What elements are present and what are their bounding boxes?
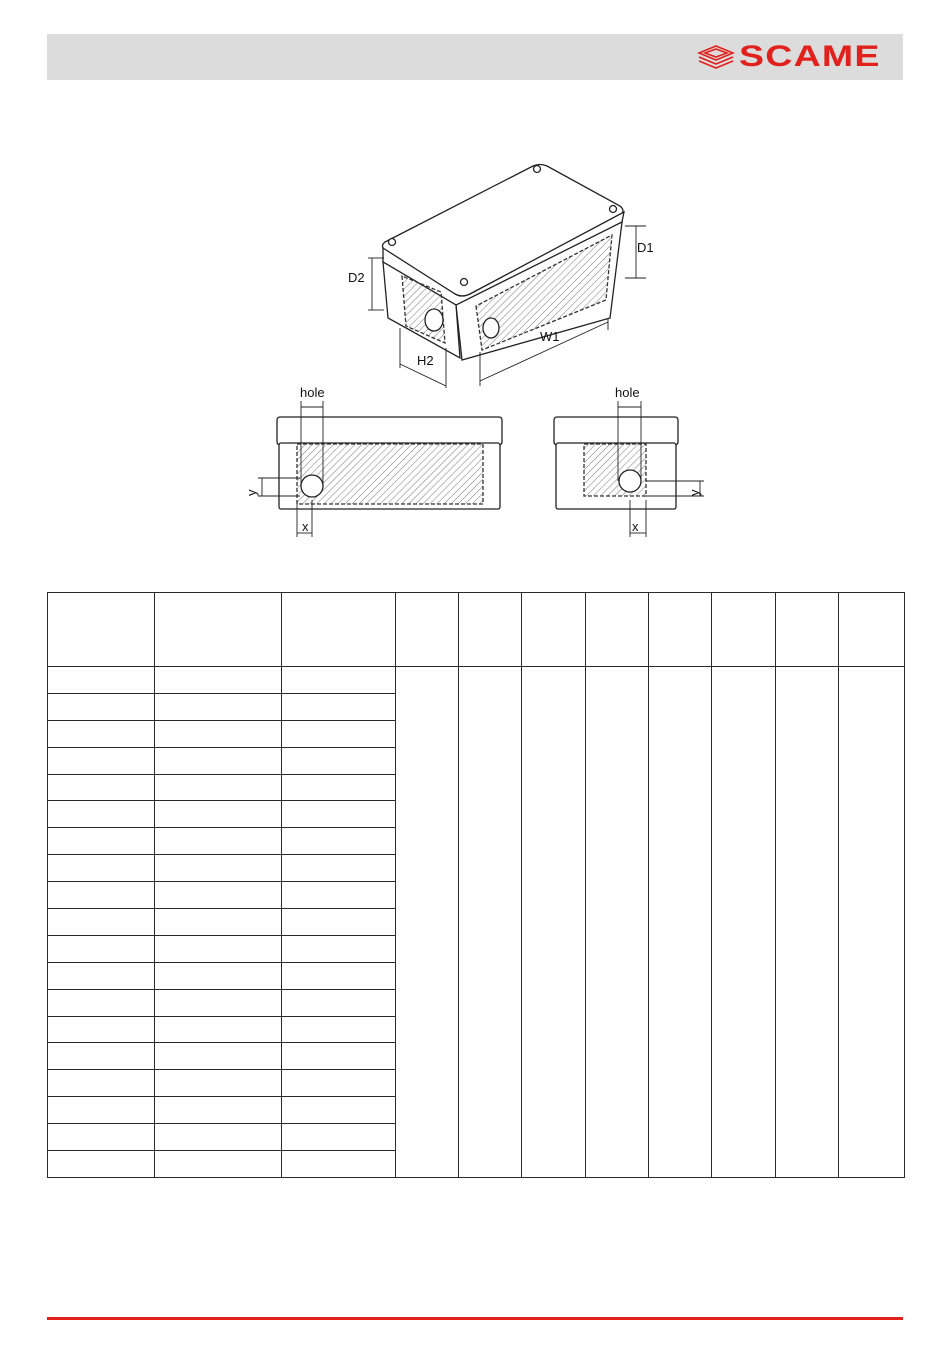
side-lid [554,417,678,445]
hole-side-label: hole [615,385,640,400]
table-cell [48,909,155,936]
table-body [48,667,905,1178]
table-cell [48,720,155,747]
table-cell [155,989,282,1016]
table-cell [48,828,155,855]
table-cell [282,882,396,909]
table-cell [155,828,282,855]
table-cell [155,935,282,962]
table-cell [282,1124,396,1151]
table-cell [48,882,155,909]
screw [389,239,396,246]
hole-front-label: hole [300,385,325,400]
screw [461,279,468,286]
table-merged-cell [396,667,459,1178]
table-cell [282,909,396,936]
table-cell [282,828,396,855]
table-cell [155,720,282,747]
table-cell [48,747,155,774]
table-merged-cell [586,667,649,1178]
table-row [48,667,905,694]
table-cell [282,962,396,989]
front-hole [301,475,323,497]
table-cell [48,1097,155,1124]
x-front-label: x [302,519,309,534]
isometric-view [368,165,646,389]
table-header-cell [712,593,776,667]
table-header-cell [155,593,282,667]
table-header-cell [459,593,522,667]
enclosure-drawing [0,0,950,560]
table-cell [48,1016,155,1043]
specification-table [47,592,905,1178]
screw [534,166,541,173]
table-header-cell [282,593,396,667]
table-cell [155,1043,282,1070]
y-side-label: y [687,489,702,496]
table-header-cell [396,593,459,667]
table-cell [48,1124,155,1151]
y-front-label: y [244,489,259,496]
table-merged-cell [522,667,586,1178]
table-cell [282,747,396,774]
table-cell [155,747,282,774]
table-header-cell [48,593,155,667]
front-knockout [297,444,483,504]
table-cell [48,962,155,989]
table-cell [155,1124,282,1151]
table-cell [155,1151,282,1178]
table-cell [282,1070,396,1097]
table-cell [282,1016,396,1043]
table-cell [155,801,282,828]
table-header-cell [839,593,905,667]
table-cell [48,989,155,1016]
table-cell [282,720,396,747]
dimension-w1-label: W1 [540,329,560,344]
table-cell [155,667,282,694]
side-hole [425,309,443,331]
table-cell [282,1043,396,1070]
table-cell [155,1070,282,1097]
table-merged-cell [459,667,522,1178]
table-cell [155,855,282,882]
table-cell [48,855,155,882]
table-cell [155,882,282,909]
table-cell [282,935,396,962]
table-cell [48,774,155,801]
brand-name: SCAME [739,40,881,73]
table-cell [282,1097,396,1124]
dimension-d1-label: D1 [637,240,654,255]
table-cell [282,855,396,882]
table-header-cell [649,593,712,667]
table-cell [48,935,155,962]
table-cell [155,1097,282,1124]
table-header-cell [586,593,649,667]
dimension-d2-label: D2 [348,270,365,285]
table-cell [282,667,396,694]
x-side-label: x [632,519,639,534]
table-cell [282,774,396,801]
side-hole [619,470,641,492]
table-cell [282,989,396,1016]
front-lid [277,417,502,445]
dimension-h2-label: H2 [417,353,434,368]
table-header-cell [522,593,586,667]
table-cell [48,1151,155,1178]
table-cell [282,801,396,828]
table-cell [48,1070,155,1097]
table-merged-cell [649,667,712,1178]
table-cell [48,667,155,694]
table-header-cell [776,593,839,667]
table-merged-cell [712,667,776,1178]
front-hole [483,318,499,338]
table-cell [155,962,282,989]
side-elevation [554,401,704,537]
table-cell [48,801,155,828]
table-header-row [48,593,905,667]
table-cell [155,909,282,936]
table-merged-cell [776,667,839,1178]
screw [610,206,617,213]
table-cell [282,693,396,720]
table-cell [282,1151,396,1178]
table-cell [155,1016,282,1043]
table-merged-cell [839,667,905,1178]
table-cell [155,774,282,801]
table-cell [155,693,282,720]
front-elevation [258,401,502,537]
footer-rule [47,1317,903,1320]
table-cell [48,693,155,720]
table-cell [48,1043,155,1070]
